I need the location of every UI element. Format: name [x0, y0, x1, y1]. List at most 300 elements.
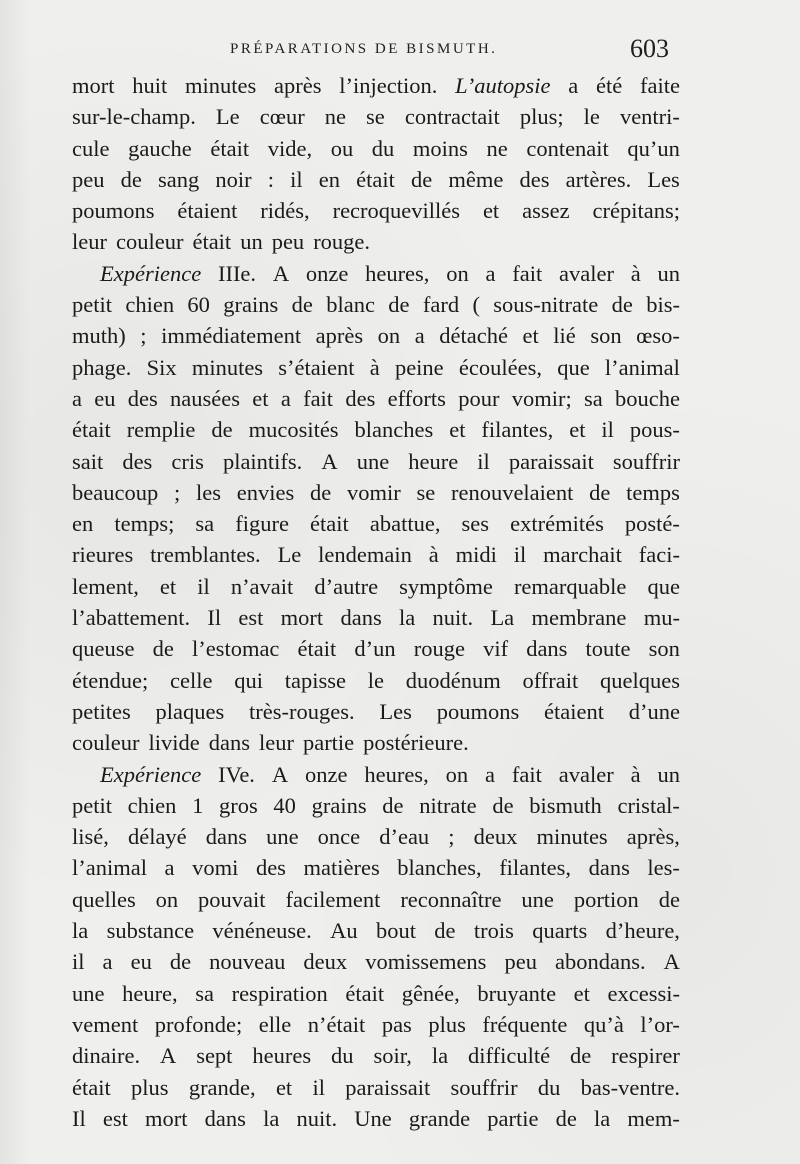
- word: vomissemens: [365, 949, 487, 975]
- experiment-heading-line: [72, 258, 680, 289]
- word: grains: [223, 292, 279, 318]
- word: couleur: [72, 730, 140, 756]
- word: faite: [640, 73, 680, 98]
- word: il: [513, 542, 527, 568]
- word: pous-: [629, 417, 680, 443]
- word: symptôme: [399, 573, 493, 599]
- word: même: [448, 166, 504, 192]
- word: sur-le-champ.: [72, 104, 196, 130]
- word: a: [102, 949, 113, 975]
- word: minutes: [185, 73, 257, 98]
- word: une: [521, 886, 554, 912]
- word: de: [382, 792, 404, 818]
- word: dans: [526, 636, 568, 662]
- word: matières: [303, 855, 380, 881]
- word: ses: [461, 511, 490, 537]
- text-line: [72, 508, 680, 539]
- word: il: [477, 448, 490, 474]
- word: Six: [146, 354, 177, 380]
- word: mu-: [643, 605, 680, 631]
- word: efforts: [387, 385, 446, 411]
- word: a: [280, 385, 291, 411]
- word: bruyante: [477, 980, 557, 1006]
- word: heure,: [122, 980, 178, 1006]
- word: on: [377, 323, 401, 349]
- word: n’était: [307, 1011, 366, 1037]
- word: marchait: [543, 542, 622, 568]
- word: en: [318, 166, 341, 192]
- word: A: [321, 448, 338, 474]
- word: les: [195, 479, 221, 505]
- word: une: [266, 824, 299, 850]
- word: peu: [504, 949, 537, 975]
- text-line: [72, 790, 680, 821]
- word: le: [367, 667, 384, 693]
- word: et: [449, 417, 466, 443]
- word: ne: [486, 135, 508, 161]
- word: nausées: [170, 385, 241, 411]
- word: vif: [483, 636, 509, 662]
- text-line: [72, 633, 680, 664]
- word: de: [152, 636, 174, 662]
- word: de: [589, 479, 611, 505]
- experiment-heading-line: [72, 759, 680, 790]
- word: sang: [158, 166, 200, 192]
- text-line: [72, 1040, 680, 1071]
- word: on: [445, 761, 469, 787]
- word: était: [356, 166, 395, 192]
- word: ;: [173, 479, 181, 505]
- word: remplie: [126, 417, 196, 443]
- word: poumons: [72, 198, 155, 224]
- word: d’un: [354, 636, 396, 662]
- word: les-: [647, 855, 680, 881]
- word: paraissait: [345, 1074, 431, 1100]
- word: noir: [215, 166, 252, 192]
- word: son: [648, 636, 680, 662]
- word: de: [570, 1043, 592, 1069]
- word: il: [312, 1074, 325, 1100]
- word: de: [211, 417, 233, 443]
- word: à: [428, 542, 439, 568]
- word: postérieure.: [363, 730, 469, 756]
- word: de: [555, 1105, 577, 1131]
- text-line: [72, 1072, 680, 1103]
- word: tapisse: [284, 667, 346, 693]
- text-line: [72, 164, 680, 195]
- word: un: [240, 229, 263, 255]
- word: vide,: [267, 135, 313, 161]
- word: chien: [127, 792, 177, 818]
- word: qu’à: [583, 1011, 624, 1037]
- text-line: [72, 133, 680, 164]
- word: mort: [145, 1105, 188, 1131]
- word: dans: [588, 855, 630, 881]
- word: A: [663, 949, 680, 975]
- word: blanches,: [397, 855, 482, 881]
- word: (: [472, 292, 480, 318]
- word: eu: [130, 949, 152, 975]
- word: onze: [304, 761, 348, 787]
- word: a: [414, 323, 425, 349]
- word: Les: [379, 698, 412, 724]
- word: elle: [258, 1011, 292, 1037]
- word: une: [72, 980, 105, 1006]
- word: heure: [408, 448, 459, 474]
- word: crépitans;: [592, 198, 680, 224]
- word: blanches: [354, 417, 434, 443]
- word: plus: [131, 1074, 169, 1100]
- word: envies: [236, 479, 295, 505]
- word: petites: [72, 698, 131, 724]
- word: filantes,: [481, 417, 554, 443]
- text-line: [72, 414, 680, 445]
- word: partie: [487, 1105, 539, 1131]
- word: fait: [303, 385, 334, 411]
- word: heures,: [365, 260, 430, 286]
- word: plaques: [155, 698, 225, 724]
- text-line: [72, 352, 680, 383]
- word: des: [519, 166, 550, 192]
- word: on: [446, 260, 469, 286]
- word: mucosités: [248, 417, 339, 443]
- word: :: [267, 166, 275, 192]
- word: à: [369, 354, 380, 380]
- word: vomir;: [511, 385, 572, 411]
- word: excessi-: [607, 980, 680, 1006]
- word: souffrir: [450, 1074, 518, 1100]
- word: tremblantes.: [150, 542, 261, 568]
- word: bas-ventre.: [580, 1074, 680, 1100]
- word: il: [290, 166, 303, 192]
- word: bismuth: [529, 792, 602, 818]
- word: qu’un: [627, 135, 680, 161]
- text-line: [72, 946, 680, 977]
- word: fard: [422, 292, 460, 318]
- word: portion: [573, 886, 639, 912]
- word: nuit.: [296, 1105, 338, 1131]
- word: blanc: [326, 292, 375, 318]
- word: Le: [215, 104, 240, 130]
- word: son: [590, 323, 622, 349]
- word: à: [630, 761, 641, 787]
- word: minutes: [191, 354, 264, 380]
- word: quelles: [72, 886, 136, 912]
- word: gênée,: [401, 980, 460, 1006]
- text-line: [72, 320, 680, 351]
- word: d’autre: [314, 573, 379, 599]
- word: se: [416, 479, 436, 505]
- word: renouvelaient: [450, 479, 574, 505]
- word: filantes,: [499, 855, 572, 881]
- word: que: [647, 573, 680, 599]
- word: sa: [195, 511, 215, 537]
- text-line: [72, 821, 680, 852]
- text-line: [72, 70, 680, 101]
- word: vement: [72, 1011, 139, 1037]
- text-line: [72, 915, 680, 946]
- word: dans: [340, 605, 382, 631]
- word: étendue;: [72, 667, 149, 693]
- word: et: [522, 323, 539, 349]
- word: pas: [381, 1011, 412, 1037]
- word: mort: [280, 605, 324, 631]
- word: rouge.: [313, 229, 371, 255]
- word: des: [122, 448, 153, 474]
- word: et: [159, 573, 177, 599]
- word: du: [331, 1043, 354, 1069]
- word: il: [72, 949, 85, 975]
- word: poumons: [436, 698, 520, 724]
- word: de: [291, 292, 313, 318]
- body-text: [72, 70, 680, 1134]
- word: s’étaient: [278, 354, 355, 380]
- word: couleur: [115, 229, 184, 255]
- word: celle: [169, 667, 213, 693]
- word: cristal-: [617, 792, 680, 818]
- word: soir,: [373, 1043, 412, 1069]
- word: queuse: [72, 636, 135, 662]
- word: et: [275, 1074, 293, 1100]
- word: once: [317, 824, 361, 850]
- word: phage.: [72, 354, 132, 380]
- word: a: [72, 385, 82, 411]
- word: fait: [511, 761, 542, 787]
- word: et: [573, 980, 590, 1006]
- word: de: [388, 292, 410, 318]
- word: la: [263, 1105, 280, 1131]
- word: duodénum: [405, 667, 501, 693]
- word: de: [411, 166, 433, 192]
- running-title: PRÉPARATIONS DE BISMUTH.: [230, 41, 498, 57]
- word: eu: [94, 385, 116, 411]
- word: fréquente: [482, 1011, 568, 1037]
- text-line: [72, 446, 680, 477]
- word: de: [434, 918, 456, 944]
- word: bis-: [646, 292, 680, 318]
- word: chien: [125, 292, 175, 318]
- word: souffrir: [612, 448, 680, 474]
- word: posté-: [624, 511, 680, 537]
- word: quelques: [600, 667, 680, 693]
- word: a: [164, 855, 175, 881]
- word: de: [309, 479, 332, 505]
- word: la: [593, 1105, 611, 1131]
- text-line: [72, 383, 680, 414]
- word: l’estomac: [191, 636, 280, 662]
- word: après,: [626, 824, 680, 850]
- word: ou: [330, 135, 354, 161]
- word: bouche: [614, 385, 680, 411]
- word: Il: [207, 605, 222, 631]
- word: pour: [458, 385, 500, 411]
- word: trois: [473, 918, 514, 944]
- word: était: [297, 636, 337, 662]
- word: A: [271, 761, 289, 787]
- word: heures,: [364, 761, 429, 787]
- word: lisé,: [72, 824, 109, 850]
- word: de: [611, 292, 633, 318]
- word: était: [72, 1074, 111, 1100]
- word: le: [583, 104, 600, 130]
- word: plaintifs.: [222, 448, 303, 474]
- word: IIIe.: [217, 260, 257, 286]
- word: recroquevillés: [332, 198, 461, 224]
- word: vomi: [192, 855, 239, 881]
- word: lement,: [72, 573, 139, 599]
- word: dans: [205, 824, 247, 850]
- word: mem-: [627, 1105, 680, 1131]
- word: extrémités: [510, 511, 604, 537]
- text-line: [72, 884, 680, 915]
- word: l’injection.: [339, 73, 438, 98]
- word: avaler: [558, 260, 614, 286]
- word: était: [210, 135, 250, 161]
- word: immédiatement: [161, 323, 302, 349]
- word: facilement: [285, 886, 381, 912]
- word: vénéneuse.: [212, 918, 312, 944]
- word: nuit.: [432, 605, 474, 631]
- word: figure: [235, 511, 289, 537]
- running-head: [0, 34, 800, 64]
- word: un: [657, 260, 680, 286]
- word: l’animal: [72, 855, 147, 881]
- text-line: [72, 1103, 680, 1134]
- word: deux: [303, 949, 348, 975]
- word: paraissait: [508, 448, 594, 474]
- word: grains: [311, 792, 367, 818]
- word: était: [72, 417, 111, 443]
- word: lié: [553, 323, 576, 349]
- word: à: [630, 260, 641, 286]
- text-line: [72, 539, 680, 570]
- word: heures: [252, 1043, 312, 1069]
- word: assez: [522, 198, 570, 224]
- word: 1: [192, 792, 204, 818]
- word: dinaire.: [72, 1043, 141, 1069]
- word: et: [482, 198, 500, 224]
- word: profonde;: [154, 1011, 243, 1037]
- word: qui: [234, 667, 263, 693]
- word: artères.: [565, 166, 632, 192]
- word: sait: [72, 448, 104, 474]
- word: 60: [187, 292, 210, 318]
- word: beaucoup: [72, 479, 159, 505]
- word: sa: [583, 385, 603, 411]
- word: se: [366, 104, 385, 130]
- word: sa: [195, 980, 214, 1006]
- word: abattue,: [369, 511, 441, 537]
- text-line: [72, 696, 680, 727]
- word: de: [658, 886, 680, 912]
- word: lendemain: [318, 542, 412, 568]
- word: l’animal: [604, 354, 680, 380]
- word: Il: [72, 1105, 86, 1131]
- word: L’autopsie: [455, 73, 551, 98]
- word: de: [120, 166, 142, 192]
- word: abondans.: [555, 949, 646, 975]
- word: nitrate: [419, 792, 477, 818]
- word: plus;: [519, 104, 564, 130]
- word: est: [238, 605, 264, 631]
- word: temps: [626, 479, 680, 505]
- word: peu: [72, 166, 105, 192]
- word: sept: [196, 1043, 233, 1069]
- word: petit: [72, 792, 112, 818]
- word: ridés,: [260, 198, 310, 224]
- word: cule: [72, 135, 110, 161]
- word: des: [345, 385, 376, 411]
- word: respirer: [611, 1043, 680, 1069]
- word: rieures: [72, 542, 134, 568]
- word: dans: [204, 1105, 246, 1131]
- word: 40: [273, 792, 296, 818]
- word: délayé: [127, 824, 187, 850]
- word: est: [102, 1105, 128, 1131]
- word: respiration: [231, 980, 328, 1006]
- word: ventri-: [619, 104, 680, 130]
- word: et: [569, 417, 586, 443]
- text-line: [72, 571, 680, 602]
- word: a: [484, 761, 495, 787]
- word: ne: [324, 104, 346, 130]
- word: grande,: [188, 1074, 256, 1100]
- word: avaler: [558, 761, 614, 787]
- word: pouvait: [198, 886, 266, 912]
- word: il: [601, 417, 614, 443]
- word: d’une: [628, 698, 680, 724]
- word: petit: [72, 292, 112, 318]
- text-line: [72, 101, 680, 132]
- word: d’heure,: [605, 918, 680, 944]
- word: d’eau: [379, 824, 430, 850]
- word: A: [272, 260, 290, 286]
- word: cœur: [259, 104, 305, 130]
- word: contractait: [404, 104, 500, 130]
- word: un: [657, 761, 680, 787]
- word: était: [192, 229, 232, 255]
- word: l’abattement.: [72, 605, 191, 631]
- word: la: [72, 918, 89, 944]
- word: livide: [148, 730, 200, 756]
- word: difficulté: [468, 1043, 551, 1069]
- word: membrane: [531, 605, 627, 631]
- word: Le: [277, 542, 302, 568]
- word: temps;: [114, 511, 175, 537]
- text-line: [72, 665, 680, 696]
- word: l’or-: [640, 1011, 680, 1037]
- text-line: [72, 1009, 680, 1040]
- word: plus: [428, 1011, 466, 1037]
- word: Les: [647, 166, 680, 192]
- word: Expérience: [100, 260, 202, 286]
- word: remarquable: [513, 573, 627, 599]
- word: écoulées,: [458, 354, 542, 380]
- word: sous-nitrate: [493, 292, 599, 318]
- word: était: [345, 980, 385, 1006]
- word: gros: [219, 792, 258, 818]
- word: nouveau: [209, 949, 286, 975]
- word: rouge: [413, 636, 465, 662]
- word: toute: [585, 636, 631, 662]
- page-number: 603: [630, 34, 669, 63]
- word: était: [310, 511, 349, 537]
- word: de: [492, 792, 514, 818]
- word: minutes: [536, 824, 608, 850]
- word: une: [356, 448, 390, 474]
- word: La: [490, 605, 515, 631]
- word: Expérience: [100, 761, 202, 787]
